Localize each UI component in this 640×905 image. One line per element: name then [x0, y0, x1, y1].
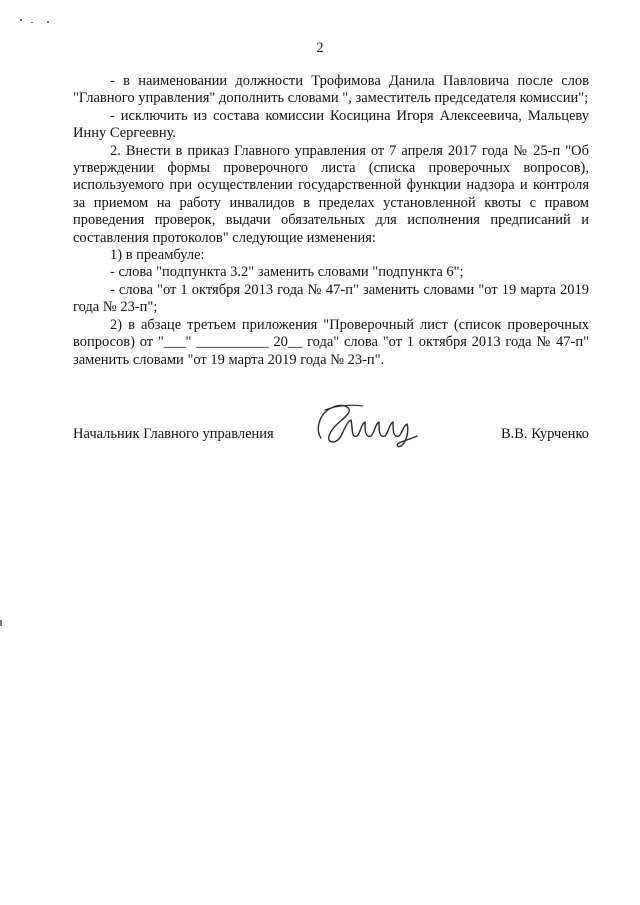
paragraph-replace-order-47p: - слова "от 1 октября 2013 года № 47-п" заменить словами "от 19 марта 2019 года № 23-п";: [73, 281, 589, 316]
signatory-title: Начальник Главного управления: [73, 426, 274, 442]
paragraph-preamble: 1) в преамбуле:: [110, 247, 205, 264]
scan-artifact: [31, 22, 33, 23]
paragraph-amend-order-25p: 2. Внести в приказ Главного управления от 7 апреля 2017 года № 25-п "Об утверждении формы проверочного листа (списка проверочных вопросов), используемого при осуществлении государственной функции надзора и контроля за приемом на работу инвалидов в пределах установленной квоты с правом проведения проверок, выдачи обязательных для исполнения предписаний и составления протоколов" следующие изменения:: [73, 142, 589, 246]
paragraph-exclude-members: - исключить из состава комиссии Косицина Игоря Алексеевича, Мальцеву Инну Сергеевну.: [73, 107, 589, 142]
scan-artifact: [47, 21, 49, 23]
scan-artifact: [20, 19, 22, 21]
signature-block: [73, 420, 589, 460]
signatory-name: В.В. Курченко: [501, 426, 589, 442]
scan-artifact: [0, 620, 2, 626]
handwritten-signature: [311, 400, 421, 452]
document-body: [73, 73, 589, 369]
paragraph-amend-trofimov: - в наименовании должности Трофимова Данила Павловича после слов "Главного управления" дополнить словами ", заместитель председателя комиссии";: [73, 73, 589, 107]
paragraph-replace-subpoint: - слова "подпункта 3.2" заменить словами "подпункта 6";: [110, 264, 464, 281]
page-number: 2: [316, 40, 324, 56]
paragraph-appendix-amend: 2) в абзаце третьем приложения "Проверочный лист (список проверочных вопросов) от "___" __________ 20__ года" слова "от 1 октября 2013 года № 47-п" заменить словами "от 19 марта 2019 года № 23-п".: [73, 316, 589, 368]
